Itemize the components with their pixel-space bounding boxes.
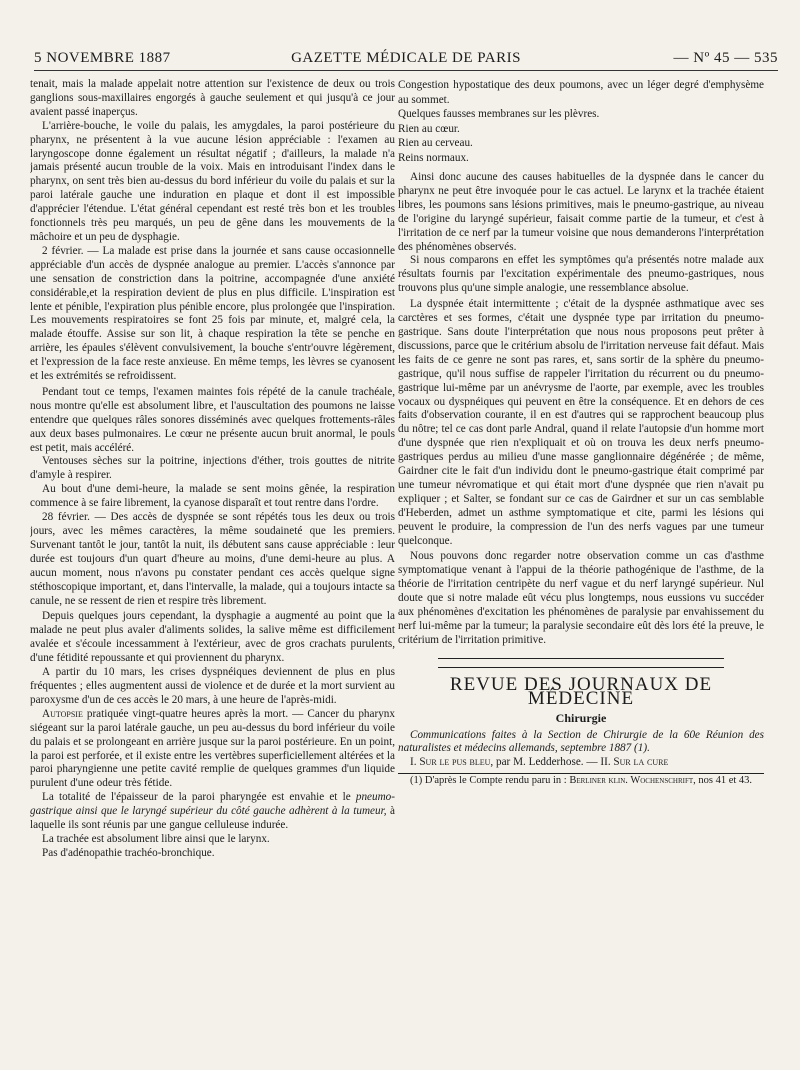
paragraph: L'arrière-bouche, le voile du palais, les amygdales, la paroi postérieure du pharynx, ne présentent à la vue aucune lésion appréciable : l'examen au laryngoscope donne également un résultat négatif ; d'ailleurs, la malade n'a jamais présenté aucun trouble de la voix. Mais en introduisant l'index dans le pharynx, on sent très bien au-dessus du bord inférieur du voile du palais et sur la paroi latérale gauche une induration en plaque et dont il est impossible d'apprécier l'étendue. L'état général cependant est resté très bon et les troubles fonctionnels très peu marqués, un peu de gêne dans les mouvements de la mâchoire et un peu de dysphagie.: [30, 119, 395, 243]
paragraph: 2 février. — La malade est prise dans la journée et sans cause occasionnelle appréciable d'un accès de dyspnée analogue au premier. L'accès s'annonce par une sensation de constriction dans la poitrine, accompagnée d'une anxiété considérable,et la respiration devient de plus en plus difficile. L'inspiration est lente et pénible, l'expiration plus pénible encore, plus prolongée que l'inspiration. Les mouvements respiratoires se font 25 fois par minute, et, malgré cela, la malade étouffe. Assise sur son lit, à chaque respiration la tête se penche en arrière, les épaules s'élèvent convulsivement, la bouche s'entr'ouvre légèrement, et l'expression de la face reste anxieuse. En même temps, les lèvres se cyanosent et les extrémités se refroidissent.: [30, 244, 395, 383]
finding-line: Rien au cerveau.: [398, 137, 473, 149]
paragraph: 28 février. — Des accès de dyspnée se sont répétés tous les deux ou trois jours, avec les mêmes caractères, la même soudaineté que les premiers. Survenant tantôt le jour, tantôt la nuit, ils débutent sans cause appréciable : leur durée est toujours d'un quart d'heure au moins, d'une demi-heure au plus. A aucun moment, nous n'avons pu constater pendant ces accès quelque signe stéthoscopique important, et, dans l'intervalle, la malade, qui a toujours intacte sa canule, ne se ressent de rien et respire très librement.: [30, 511, 395, 607]
paragraph: Pendant tout ce temps, l'examen maintes fois répété de la canule trachéale, nous montre qu'elle est absolument libre, et l'auscultation des poumons ne laisse entendre que quelques râles sonores disséminés avec quelques frottements-râles aux deux bases pulmonaires. Le cœur ne présente aucun bruit anormal, le pouls est petit, mais accéléré.: [30, 385, 395, 454]
page-header: [34, 48, 778, 71]
review-item-label: — II. Sur la cure: [583, 756, 669, 769]
footnote-text: nos 41 et 43.: [695, 775, 753, 787]
page-number: — Nº 45 — 535: [673, 50, 778, 66]
section-divider: [438, 658, 724, 659]
finding-line: Rien au cœur.: [398, 122, 460, 135]
issue-date: 5 NOVEMBRE 1887: [34, 50, 171, 66]
left-column: [30, 78, 395, 1033]
paragraph: Depuis quelques jours cependant, la dysphagie a augmenté au point que la malade ne peut plus avaler d'aliments solides, la salive même est difficilement avalée et s'écoule incessamment à l'extérieur, avec de gros crachats purulents, d'une fétidité repoussante et qui proviennent du pharynx.: [30, 610, 395, 665]
footnote-text: (1) D'après le Compte rendu paru in :: [410, 775, 570, 787]
text-run: La totalité de l'épaisseur de la paroi pharyngée est envahie et le: [42, 791, 356, 804]
paragraph: [30, 791, 395, 833]
review-title: REVUE DES JOURNAUX DE MÉDECINE: [449, 673, 713, 709]
review-intro: Communications faites à la Section de Chirurgie de la 60e Réunion des naturalistes et médecins allemands, septembre 1887 (1).: [398, 728, 764, 755]
finding-line: Quelques fausses membranes sur les plèvres.: [398, 108, 600, 120]
italic-run: pneumo-gastrique ainsi que le laryngé supérieur du côté gauche adhèrent à la tumeur,: [30, 791, 395, 818]
paragraph: Pas d'adénopathie trachéo-bronchique.: [42, 846, 215, 859]
text-run: à laquelle ils sont réunis par une gangue celluleuse indurée.: [30, 805, 395, 832]
right-column: [398, 78, 764, 1033]
review-item-label: I. Sur le pus bleu,: [410, 756, 494, 769]
review-items: [398, 756, 764, 774]
autopsy-label: Autopsie: [42, 707, 83, 720]
section-divider: [438, 667, 724, 668]
paragraph: La dyspnée était intermittente ; c'était de la dyspnée asthmatique avec ses carctères et ses formes, c'était une dyspnée type par irritation du pneumo-gastrique. Sans doute l'interprétation que nous nous proposons peut prêter à discussions, parce que le critérium absolu de l'irritation nerveuse fait défaut. Mais les faits de ce genre ne sont pas rares, et, sans sortir de la sphère du pneumo-gastrique, qu'il nous suffise de rappeler l'irritation du récurrent ou du pneumo-gastrique lui-même par un anévrysme de l'aorte, par exemple, avec les troubles vocaux ou dyspnéiques qui peuvent en être la conséquence. Et en dehors de ces faits d'observation courante, il en est d'autres qui se rapprochent beaucoup plus du nôtre; tel ce cas dont parle Andral, quand il relate l'autopsie d'un homme mort d'une dyspnée que rien n'expliquait et où on trouva les deux nerfs pneumo-gastriques perdus au milieu d'une masse ganglionnaire dégénérée ; de même, Gairdner cite le fait d'un individu dont le pneumo-gastrique était comprimé par une tumeur névromatique et qui était mort d'une dyspnée que rien n'avait pu expliquer ; et Salter, se fondant sur ce cas de Gairdner et sur un cas semblable d'Heberden, admet un asthme symptomatique et cite, parmi les lésions qui peuvent le produire, la compression de l'un des nerfs vagues par une tumeur quelconque.: [398, 298, 764, 547]
paragraph: Au bout d'une demi-heure, la malade se sent moins gênée, la respiration commence à se faire librement, la cyanose disparaît et tout rentre dans l'ordre.: [30, 483, 395, 510]
journal-title: GAZETTE MÉDICALE DE PARIS: [291, 50, 521, 66]
review-item-author: par M. Ledderhose.: [493, 756, 584, 769]
paragraph: A partir du 10 mars, les crises dyspnéiques deviennent de plus en plus fréquentes ; elles augmentent aussi de violence et de durée et la mort survient au paroxysme d'un de ces accès le 20 mars, à une heure de l'après-midi.: [30, 666, 395, 706]
paragraph: Ainsi donc aucune des causes habituelles de la dyspnée dans le cancer du pharynx ne peut être invoquée pour le cas actuel. Le larynx et la trachée étaient libres, les poumons sans lésions primitives, mais le pneumo-gastrique, au niveau de l'origine du laryngé supérieur, faisait comme partie de la tumeur, et c'est à l'irritation de ce nerf par la tumeur voisine que nous demanderons l'interprétation des phénomènes observés.: [398, 171, 764, 253]
paragraph: Nous pouvons donc regarder notre observation comme un cas d'asthme symptomatique venant à l'appui de la théorie pathogénique de l'asthme, de la théorie de l'irritation centripète du nerf vague et du nerf laryngé supérieur. Nul doute que si notre malade eût vécu plus longtemps, nous eussions vu succéder aux phénomènes d'excitation les phénomènes de paralysie par envahissement du nerf lui-même par la tumeur; la paralysie secondaire eût dès lors été la preuve, le critérium de l'irritation primitive.: [398, 550, 764, 646]
review-section-title: Chirurgie: [555, 710, 607, 725]
paragraph: La trachée est absolument libre ainsi que le larynx.: [42, 832, 270, 845]
finding-line: Congestion hypostatique des deux poumons, avec un léger degré d'emphysème au sommet.: [398, 79, 764, 106]
autopsy-text: pratiquée vingt-quatre heures après la mort. — Cancer du pharynx siégeant sur la paroi latérale gauche, un peu au-dessus du bord inférieur du voile du palais et se prolongeant en arrière jusque sur la paroi postérieure. En un point, la paroi est perforée, et il existe entre les vertèbres superficiellement altérées et la paroi pharyngienne une petite cavité remplie de quelques grammes d'un liquide purulent d'une odeur très fétide.: [30, 707, 395, 790]
finding-line: Reins normaux.: [398, 151, 469, 164]
footnote-source: Berliner klin. Wochenschrift,: [569, 775, 696, 787]
autopsy-paragraph: [30, 708, 395, 791]
paragraph: tenait, mais la malade appelait notre attention sur l'existence de deux ou trois ganglions sous-maxillaires engorgés à gauche seulement et qui jusqu'à ce jour avaient passé inaperçus.: [30, 78, 395, 118]
footnote: [398, 774, 764, 788]
paragraph: Ventouses sèches sur la poitrine, injections d'éther, trois gouttes de nitrite d'amyle à respirer.: [30, 455, 395, 482]
paragraph: Si nous comparons en effet les symptômes qu'a présentés notre malade aux résultats fournis par l'excitation expérimentale des pneumo-gastriques, nous trouvons plus qu'une simple analogie, une ressemblance absolue.: [398, 254, 764, 295]
